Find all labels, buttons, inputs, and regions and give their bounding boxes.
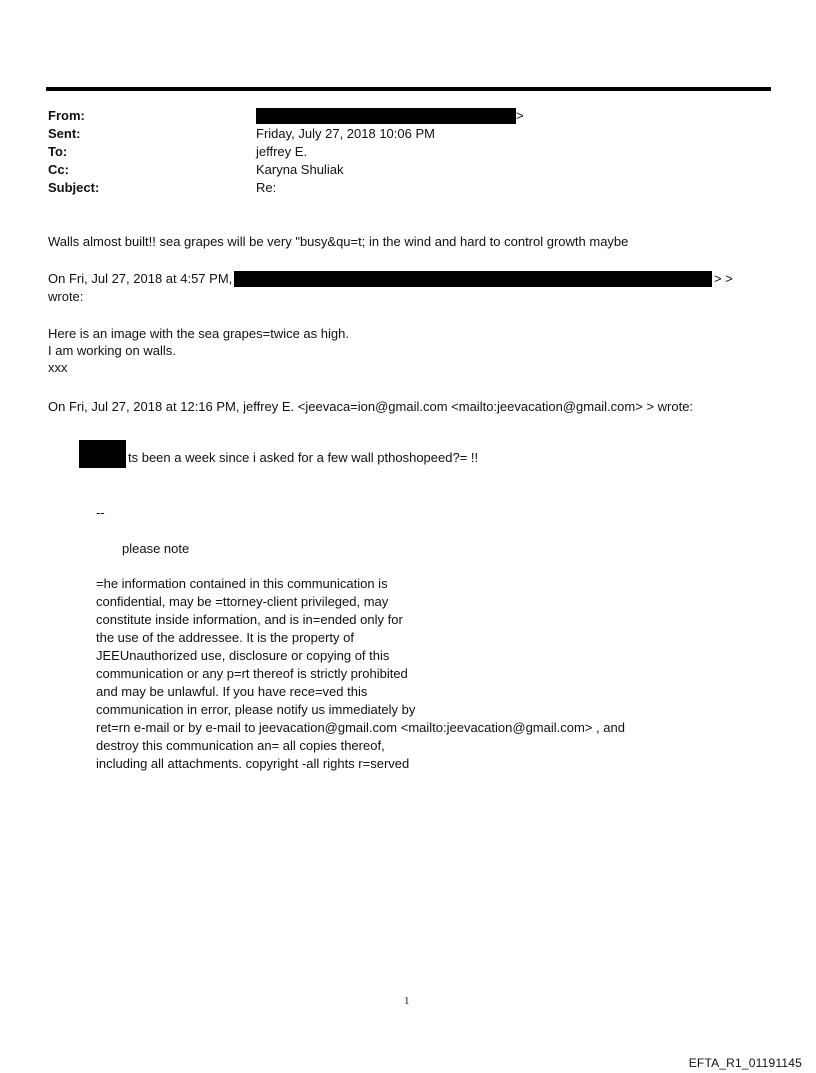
quote-header-1-tail: > > bbox=[714, 271, 733, 286]
disclaimer-line: including all attachments. copyright -all rights r=served bbox=[96, 756, 410, 771]
subject-value: Re: bbox=[256, 180, 277, 195]
quote-header-2: On Fri, Jul 27, 2018 at 12:16 PM, jeffrey E. <jeevaca=ion@gmail.com <mailto:jeevacation@gmail.com> > wrote: bbox=[48, 399, 694, 414]
disclaimer-line: communication or any p=rt thereof is strictly prohibited bbox=[96, 666, 408, 681]
from-value-tail: > bbox=[516, 108, 524, 123]
quoted-line: I am working on walls. bbox=[48, 343, 176, 358]
please-note: please note bbox=[122, 541, 190, 556]
from-label: From: bbox=[48, 108, 85, 123]
disclaimer-line: ret=rn e-mail or by e-mail to jeevacation@gmail.com <mailto:jeevacation@gmail.com> , and bbox=[96, 720, 625, 735]
cc-label: Cc: bbox=[48, 162, 69, 177]
disclaimer-line: communication in error, please notify us immediately by bbox=[96, 702, 416, 717]
page-number: 1 bbox=[404, 995, 410, 1007]
message-line: Walls almost built!! sea grapes will be very "busy&qu=t; in the wind and hard to control growth maybe bbox=[48, 234, 629, 249]
disclaimer-line: and may be unlawful. If you have rece=ved this bbox=[96, 684, 368, 699]
quote-header-1: On Fri, Jul 27, 2018 at 4:57 PM, bbox=[48, 271, 233, 286]
nested-message-line: ts been a week since i asked for a few wall pthoshopeed?= !! bbox=[128, 450, 479, 465]
disclaimer-line: JEEUnauthorized use, disclosure or copying of this bbox=[96, 648, 390, 663]
disclaimer-line: constitute inside information, and is in=ended only for bbox=[96, 612, 403, 627]
quoted-message-1 bbox=[48, 325, 349, 376]
signature-separator: -- bbox=[96, 505, 105, 520]
to-value: jeffrey E. bbox=[256, 144, 308, 159]
header-rule bbox=[46, 87, 771, 91]
redaction-box-sender bbox=[234, 271, 712, 287]
cc-value: Karyna Shuliak bbox=[256, 162, 344, 177]
redaction-box-from bbox=[256, 108, 516, 124]
disclaimer-line: the use of the addressee. It is the property of bbox=[96, 630, 354, 645]
disclaimer-line: destroy this communication an= all copies thereof, bbox=[96, 738, 385, 753]
quoted-line: xxx bbox=[48, 360, 68, 375]
disclaimer-line: confidential, may be =ttorney-client privileged, may bbox=[96, 594, 389, 609]
subject-label: Subject: bbox=[48, 180, 100, 195]
sent-label: Sent: bbox=[48, 126, 81, 141]
quote-header-1-wrote: wrote: bbox=[48, 289, 84, 304]
disclaimer-line: =he information contained in this communication is bbox=[96, 576, 388, 591]
quoted-line: Here is an image with the sea grapes=twice as high. bbox=[48, 326, 349, 341]
sent-value: Friday, July 27, 2018 10:06 PM bbox=[256, 126, 435, 141]
to-label: To: bbox=[48, 144, 68, 159]
redaction-box-nested bbox=[79, 440, 126, 468]
document-id: EFTA_R1_01191145 bbox=[688, 1056, 802, 1070]
disclaimer-block bbox=[96, 575, 625, 773]
